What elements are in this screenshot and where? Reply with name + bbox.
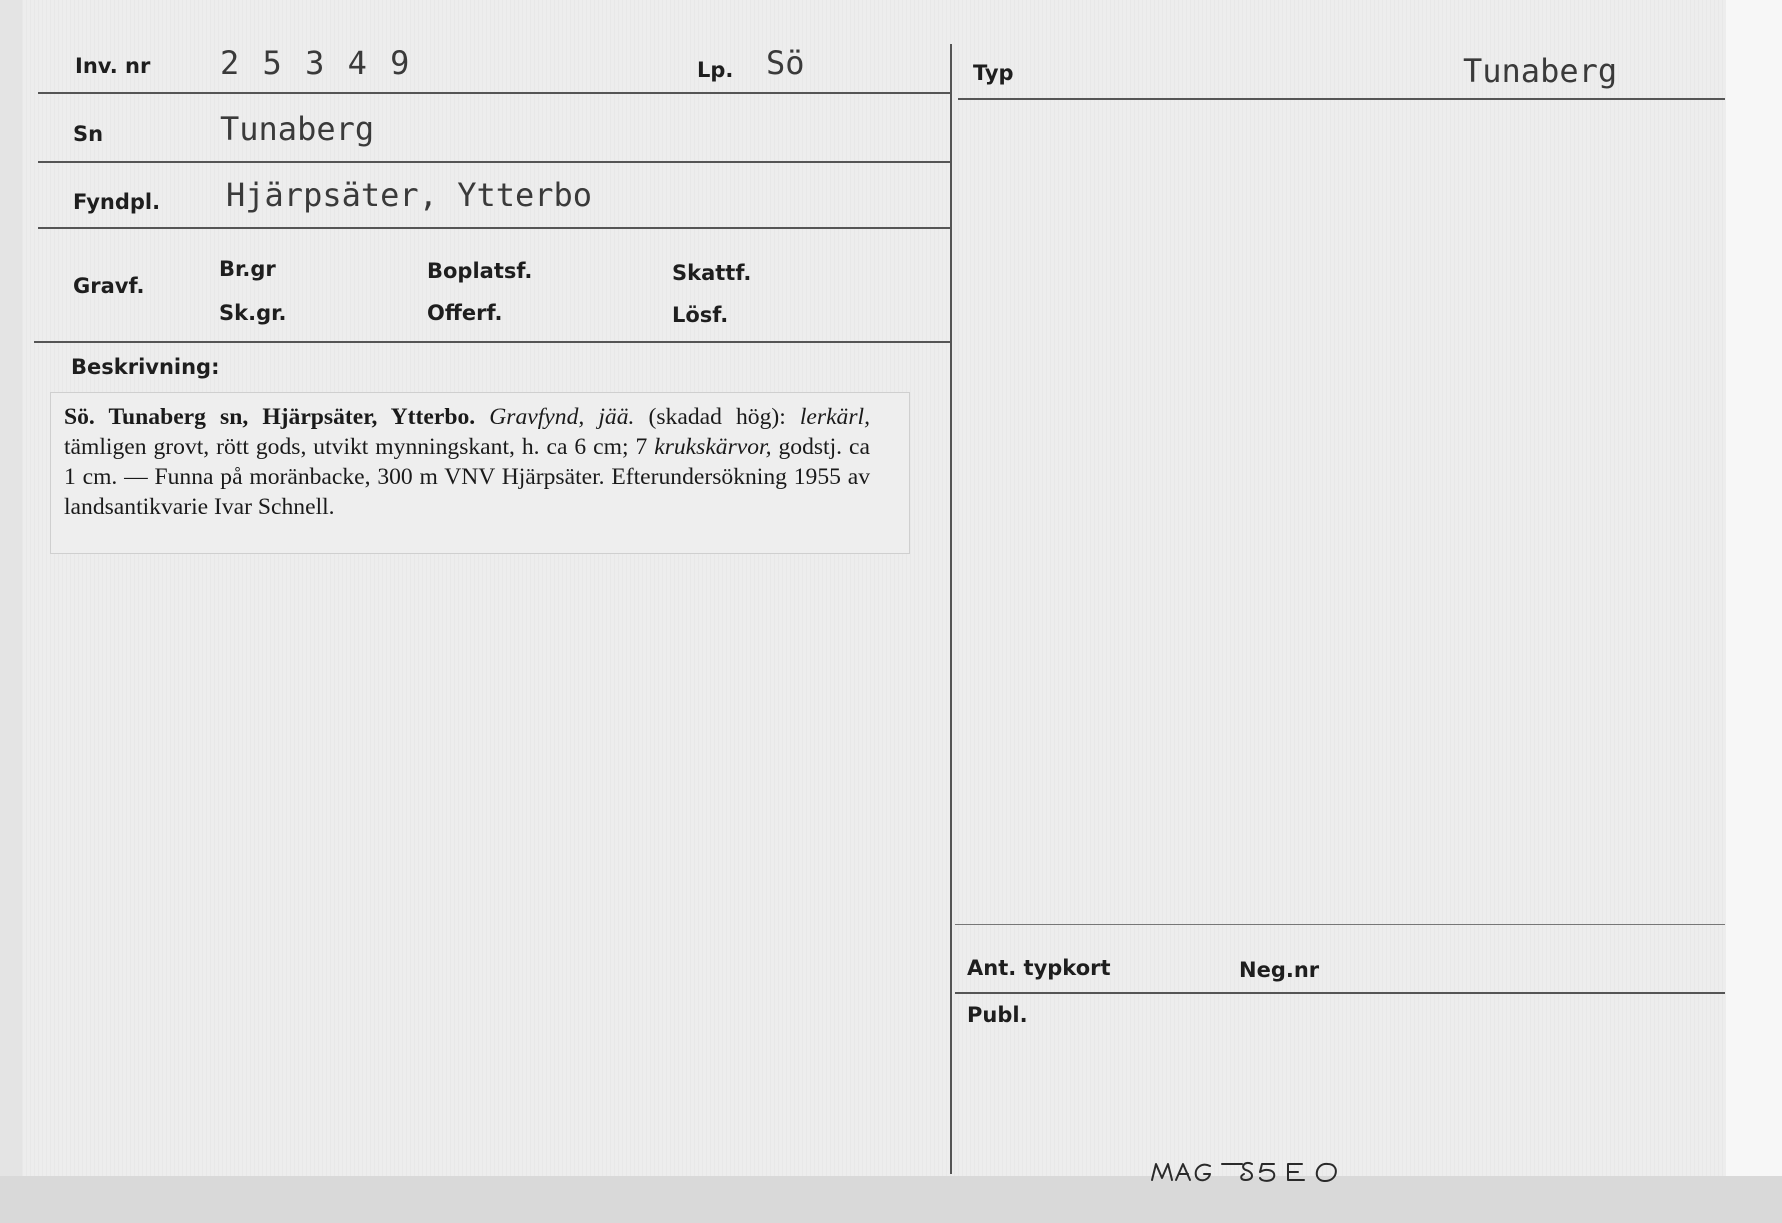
rule-ant-top bbox=[955, 924, 1725, 925]
rule-inv bbox=[38, 92, 951, 94]
card-edge bbox=[1726, 0, 1782, 1223]
description-text bbox=[64, 402, 870, 522]
description-part-2: tämligen grovt, rött gods, utvikt mynningskant, h. ca 6 cm; 7 bbox=[64, 434, 648, 460]
rule-typ bbox=[958, 98, 1725, 100]
rule-ant bbox=[955, 992, 1725, 994]
losf-label: Lösf. bbox=[672, 303, 729, 327]
publ-label: Publ. bbox=[967, 1003, 1028, 1027]
handwritten-note bbox=[1148, 1150, 1388, 1186]
brgr-label: Br.gr bbox=[219, 257, 276, 281]
lp-label: Lp. bbox=[697, 58, 734, 82]
lp-value: Sö bbox=[766, 44, 805, 82]
rule-fyndpl bbox=[38, 227, 951, 229]
negnr-label: Neg.nr bbox=[1239, 958, 1320, 982]
rule-gravf bbox=[34, 341, 951, 343]
description-part-1: (skadad hög): bbox=[648, 404, 786, 430]
typ-value: Tunaberg bbox=[1463, 52, 1618, 90]
description-lead: Sö. Tunaberg sn, Hjärpsäter, Ytterbo. bbox=[64, 404, 476, 430]
description-part-3: godstj. ca 1 cm. — Funna på moränbacke, 300 m VNV Hjärpsäter. Efterundersökning 1955 av landsantikvarie Ivar Schnell. bbox=[64, 434, 870, 520]
fyndpl-label: Fyndpl. bbox=[73, 190, 161, 214]
inv-nr-label: Inv. nr bbox=[75, 54, 151, 78]
ant-typkort-label: Ant. typkort bbox=[967, 956, 1111, 980]
scan-margin bbox=[0, 1176, 1782, 1223]
fyndpl-value: Hjärpsäter, Ytterbo bbox=[226, 176, 593, 214]
sn-label: Sn bbox=[73, 122, 104, 146]
description-object-2: krukskärvor, bbox=[654, 434, 772, 460]
typ-label: Typ bbox=[973, 61, 1014, 85]
column-divider bbox=[950, 44, 952, 1174]
offerf-label: Offerf. bbox=[427, 301, 503, 325]
boplatsf-label: Boplatsf. bbox=[427, 259, 533, 283]
sn-value: Tunaberg bbox=[220, 110, 375, 148]
inv-nr-value: 2 5 3 4 9 bbox=[220, 44, 412, 82]
description-find-type: Gravfynd, jää. bbox=[489, 404, 635, 430]
skgr-label: Sk.gr. bbox=[219, 301, 287, 325]
description-object-1: lerkärl, bbox=[799, 404, 870, 430]
beskrivning-label: Beskrivning: bbox=[71, 355, 220, 379]
gravf-label: Gravf. bbox=[73, 274, 145, 298]
rule-sn bbox=[38, 161, 951, 163]
skattf-label: Skattf. bbox=[672, 261, 752, 285]
